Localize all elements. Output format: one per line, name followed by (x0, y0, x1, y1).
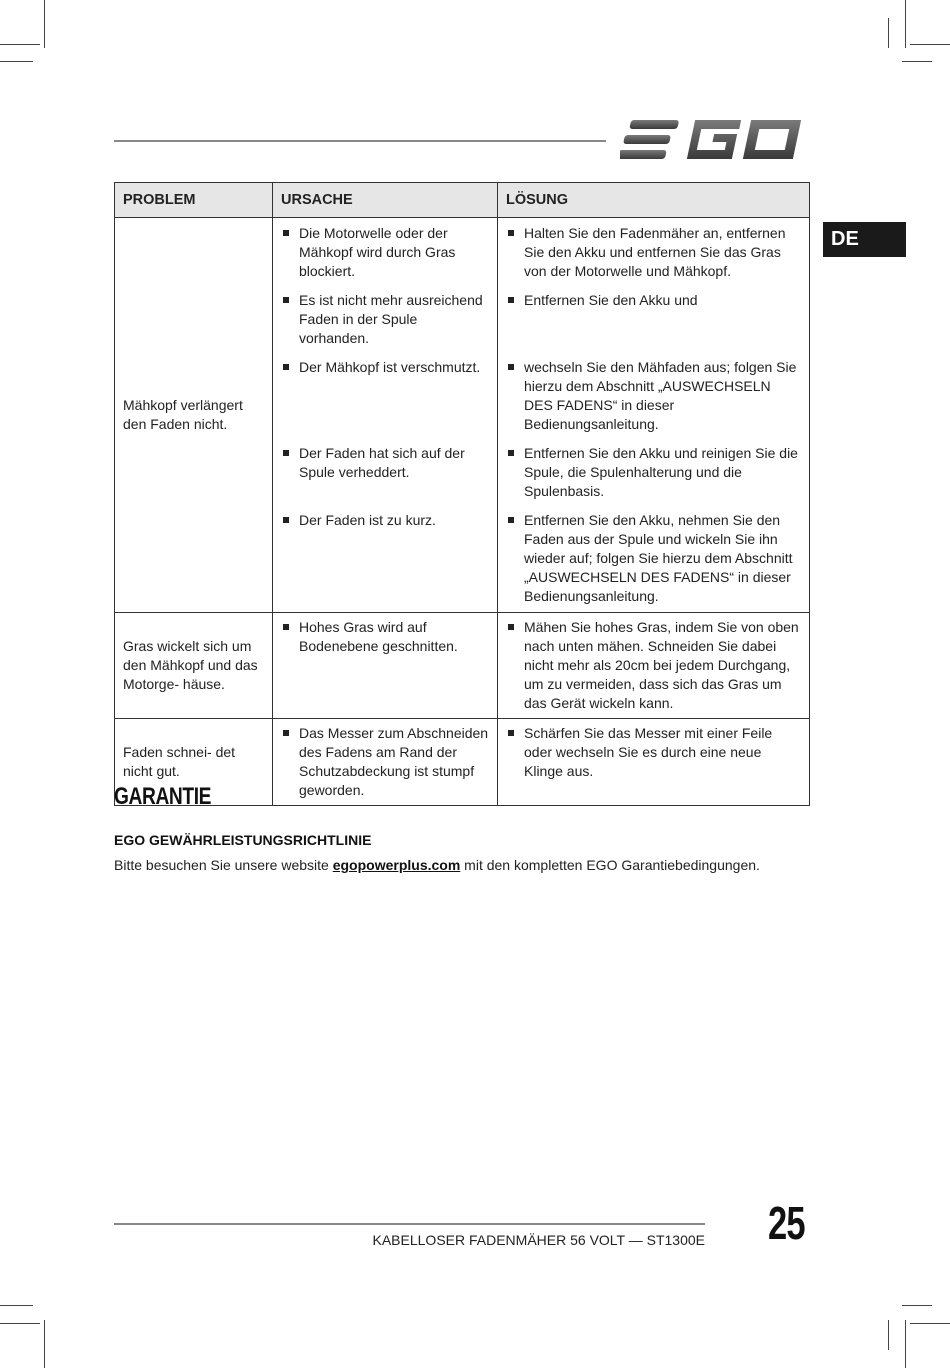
cause-text: Das Messer zum Abschneiden des Fadens am Rand der Schutzabdeckung ist stumpf geworden. (281, 724, 489, 800)
cause-text: Der Mähkopf ist verschmutzt. (281, 358, 489, 377)
crop-mark (888, 1320, 889, 1350)
cause-cell (273, 348, 498, 434)
warranty-text (114, 857, 760, 873)
crop-mark (902, 61, 932, 62)
crop-mark (0, 61, 33, 62)
solution-cell (498, 434, 810, 501)
cause-cell (273, 434, 498, 501)
crop-mark (0, 44, 40, 45)
cause-cell (273, 501, 498, 613)
warranty-text-after: mit den kompletten EGO Garantiebedingungen. (460, 857, 760, 873)
warranty-website-link[interactable]: egopowerplus.com (332, 857, 461, 873)
cause-text: Hohes Gras wird auf Bodenebene geschnitten. (281, 618, 489, 656)
ego-logo (620, 116, 810, 164)
cause-cell (273, 719, 498, 806)
solution-text: wechseln Sie den Mähfaden aus; folgen Sie hierzu dem Abschnitt „AUSWECHSELN DES FADENS“ in dieser Bedienungsanleitung. (506, 358, 801, 434)
column-header-cause: URSACHE (273, 183, 498, 218)
column-header-solution: LÖSUNG (498, 183, 810, 218)
solution-cell (498, 613, 810, 719)
solution-cell (498, 719, 810, 806)
cause-cell (273, 281, 498, 348)
page-number: 25 (768, 1197, 805, 1249)
solution-cell (498, 281, 810, 348)
footer-title: KABELLOSER FADENMÄHER 56 VOLT — ST1300E (372, 1232, 705, 1248)
cause-text: Die Motorwelle oder der Mähkopf wird durch Gras blockiert. (281, 224, 489, 281)
crop-mark (44, 1320, 45, 1368)
problem-cell: Gras wickelt sich um den Mähkopf und das Motorge- häuse. (115, 613, 273, 719)
troubleshooting-table (114, 182, 810, 806)
table-row (115, 719, 810, 806)
warranty-heading: GARANTIE (114, 783, 212, 810)
solution-cell (498, 501, 810, 613)
crop-mark (905, 1320, 906, 1368)
solution-text: Entfernen Sie den Akku, nehmen Sie den Faden aus der Spule und wickeln Sie ihn wieder auf; folgen Sie hierzu dem Abschnitt „AUSWECHSELN DES FADENS“ in dieser Bedienungsanleitung. (506, 511, 801, 606)
table-row (115, 218, 810, 282)
cause-text: Der Faden ist zu kurz. (281, 511, 489, 530)
crop-mark (905, 0, 906, 48)
crop-mark (44, 0, 45, 48)
header-rule (114, 140, 606, 142)
crop-mark (910, 1323, 950, 1324)
solution-text: Schärfen Sie das Messer mit einer Feile oder wechseln Sie es durch eine neue Klinge aus. (506, 724, 801, 781)
language-tab: DE (823, 222, 906, 257)
warranty-text-before: Bitte besuchen Sie unsere website (114, 857, 333, 873)
solution-text: Entfernen Sie den Akku und (506, 291, 801, 310)
crop-mark (888, 18, 889, 48)
crop-mark (910, 44, 950, 45)
crop-mark (0, 1323, 40, 1324)
cause-text: Es ist nicht mehr ausreichend Faden in der Spule vorhanden. (281, 291, 489, 348)
problem-cell: Mähkopf verlängert den Faden nicht. (115, 218, 273, 613)
cause-text: Der Faden hat sich auf der Spule verheddert. (281, 444, 489, 482)
cause-cell (273, 613, 498, 719)
table-header-row (115, 183, 810, 218)
warranty-subheading: EGO GEWÄHRLEISTUNGSRICHTLINIE (114, 832, 372, 848)
cause-cell (273, 218, 498, 282)
table-row (115, 613, 810, 719)
solution-text: Mähen Sie hohes Gras, indem Sie von oben nach unten mähen. Schneiden Sie dabei nicht mehr als 20cm bei jedem Durchgang, um zu vermeiden, dass sich das Gras um das Gerät wickeln kann. (506, 618, 801, 713)
solution-text: Halten Sie den Fadenmäher an, entfernen Sie den Akku und entfernen Sie das Gras von der Motorwelle und Mähkopf. (506, 224, 801, 281)
column-header-problem: PROBLEM (115, 183, 273, 218)
solution-cell (498, 348, 810, 434)
solution-cell (498, 218, 810, 282)
footer-rule (114, 1223, 705, 1225)
solution-text: Entfernen Sie den Akku und reinigen Sie die Spule, die Spulenhalterung und die Spulenbasis. (506, 444, 801, 501)
crop-mark (0, 1305, 33, 1306)
problem-cell: Faden schnei- det nicht gut. (115, 719, 273, 806)
crop-mark (902, 1305, 932, 1306)
